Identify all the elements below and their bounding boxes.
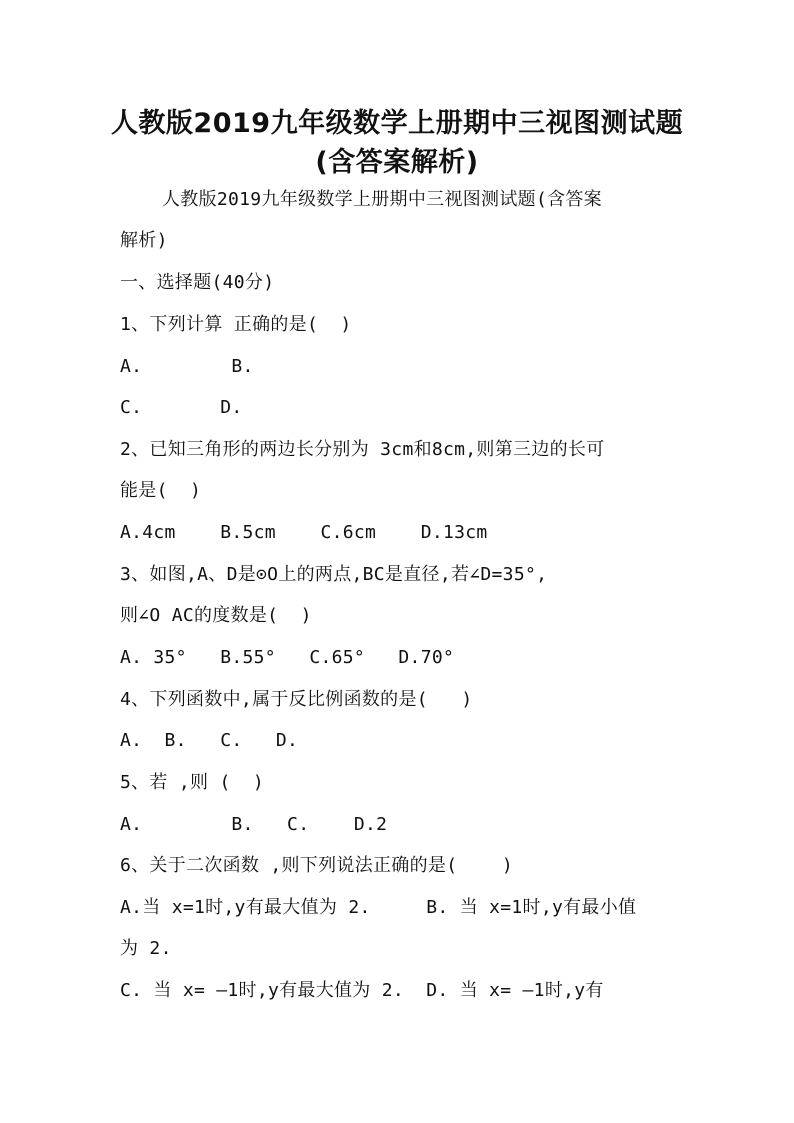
question-3-stem-line-1: 3、如图,A、D是⊙O上的两点,BC是直径,若∠D=35°, bbox=[120, 564, 548, 585]
question-6-options-line-2: 为 2. bbox=[120, 938, 172, 959]
question-3-stem-line-2: 则∠O AC的度数是( ) bbox=[120, 605, 312, 626]
question-4-stem: 4、下列函数中,属于反比例函数的是( ) bbox=[120, 689, 473, 710]
question-6-stem: 6、关于二次函数 ,则下列说法正确的是( ) bbox=[120, 855, 514, 876]
intro-line-1: 人教版2019九年级数学上册期中三视图测试题(含答案 bbox=[162, 189, 602, 210]
question-1-options-cd: C. D. bbox=[120, 397, 243, 418]
section-heading: 一、选择题(40分) bbox=[120, 272, 275, 293]
question-2-stem-line-2: 能是( ) bbox=[120, 480, 202, 501]
question-5-options: A. B. C. D.2 bbox=[120, 814, 388, 835]
intro-line-2: 解析) bbox=[120, 230, 168, 251]
question-5-stem: 5、若 ,则 ( ) bbox=[120, 772, 264, 793]
question-2-stem-line-1: 2、已知三角形的两边长分别为 3cm和8cm,则第三边的长可 bbox=[120, 439, 605, 460]
question-6-options-line-1: A.当 x=1时,y有最大值为 2. B. 当 x=1时,y有最小值 bbox=[120, 897, 637, 918]
document-title-line-1: 人教版2019九年级数学上册期中三视图测试题 bbox=[110, 108, 684, 139]
question-4-options: A. B. C. D. bbox=[120, 730, 299, 751]
document-title-line-2: (含答案解析) bbox=[315, 147, 479, 178]
question-1-stem: 1、下列计算 正确的是( ) bbox=[120, 314, 352, 335]
question-3-options: A. 35° B.55° C.65° D.70° bbox=[120, 647, 455, 668]
question-1-options-ab: A. B. bbox=[120, 356, 254, 377]
question-6-options-line-3: C. 当 x= —1时,y有最大值为 2. D. 当 x= —1时,y有 bbox=[120, 980, 604, 1001]
question-2-options: A.4cm B.5cm C.6cm D.13cm bbox=[120, 522, 488, 543]
